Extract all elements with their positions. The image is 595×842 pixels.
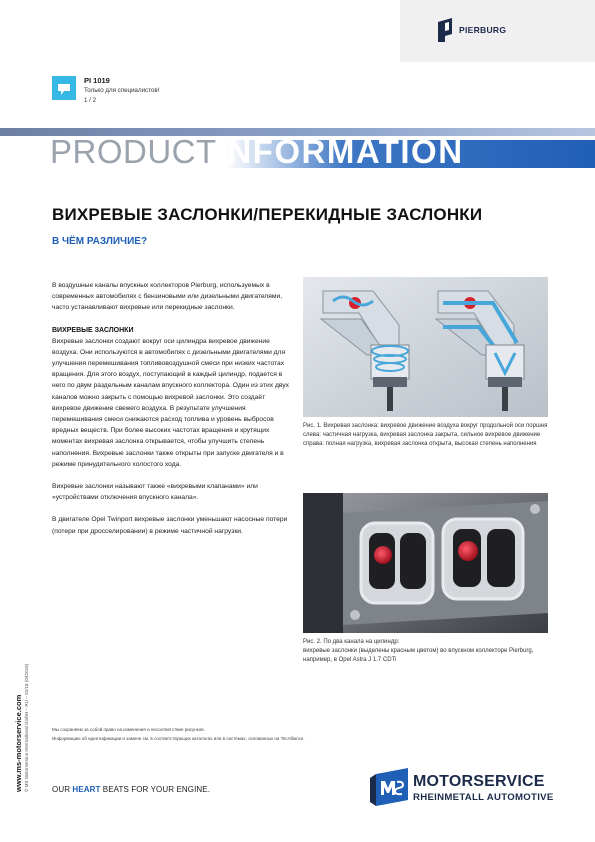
website-url: www.ms-motorservice.com	[14, 694, 23, 792]
motorservice-subtitle: RHEINMETALL AUTOMOTIVE	[413, 792, 554, 803]
figure-1-caption-line: слева: частичная нагрузка, вихревая заслонка закрыта, сильное вихревое движение	[303, 432, 541, 438]
body-column	[52, 280, 295, 548]
figure-2-caption-line: вихревые заслонки (выделены красным цветом) во впускном коллекторе Pierburg, например, в Opel Astra J 1.7 CDTi	[303, 648, 534, 663]
side-text	[14, 663, 29, 792]
brand-name: PIERBURG	[459, 25, 507, 35]
figure-2-caption	[303, 638, 553, 665]
figure-2-caption-line: Рис. 2. По два канала на цилиндр:	[303, 639, 400, 645]
banner-light-text: PRODUCT	[50, 133, 217, 170]
aliases-paragraph: Вихревые заслонки называют также «вихревыми клапанами» или «устройствами отключения впускного канала».	[52, 483, 258, 502]
slogan	[52, 785, 210, 794]
section-paragraph: Вихревые заслонки создают вокруг оси цилиндра вихревое движение воздуха. Они используются в автомобилях с дизельными двигателями для улучшения перемешивания топливовоздушной смеси при низких частотах вращения. Для этого воздух, поступающий в каждый цилиндр, подается в него по двум раздельным каналам впускного коллектора. Один из этих двух каналов можно закрыть с помощью вихревой заслонки. Это создаёт вихревое движение свежего воздуха. В результате улучшения перемешивания смеси снижаются расход топлива и уровень выбросов вредных веществ. При более высоких частотах вращения и крутящих моментах вихревая заслонка открывается, чтобы улучшить степень наполнения. Вихревые заслонки также открыты при запуске двигателя и в режиме принудительного холостого хода.	[52, 337, 289, 468]
product-info-icon	[52, 76, 76, 100]
slogan-end: BEATS FOR YOUR ENGINE.	[100, 785, 211, 794]
product-information-banner	[50, 132, 464, 172]
figure-intake-manifold-photo	[303, 493, 548, 633]
motorservice-name: MOTORSERVICE	[413, 773, 545, 790]
figure-swirl-flap-illustration	[303, 277, 548, 417]
motorservice-logo-icon	[370, 768, 408, 806]
page-subtitle: В ЧЁМ РАЗЛИЧИЕ?	[52, 236, 148, 247]
twinport-paragraph: В двигателе Opel Twinport вихревые заслонки уменьшают насосные потери (потери при дросселировании) в режиме частичной нагрузки.	[52, 516, 288, 535]
section-heading: ВИХРЕВЫЕ ЗАСЛОНКИ	[52, 326, 134, 334]
slogan-heart: HEART	[72, 785, 101, 794]
slogan-start: OUR	[52, 785, 73, 794]
page-title: ВИХРЕВЫЕ ЗАСЛОНКИ/ПЕРЕКИДНЫЕ ЗАСЛОНКИ	[52, 205, 483, 224]
intro-paragraph: В воздушные каналы впускных коллекторов Pierburg, используемых в современных автомобилях с бензиновыми или дизельными двигателями, часто устанавливают вихревые или перекидные заслонки.	[52, 282, 283, 312]
pierburg-logo-icon	[436, 18, 454, 42]
figure-1-caption-line: справа: полная нагрузка, вихревая заслонка открыта, высокая степень наполнения	[303, 441, 537, 447]
disclaimer-line: Информацию об идентификации и замене см. в соответствующих каталогах или в системах, основанных на TecAlliance.	[52, 736, 305, 741]
figure-1-caption-line: Рис. 1. Вихревая заслонка: вихревое движение воздуха вокруг продольной оси поршня	[303, 423, 548, 429]
page-number: 1 / 2	[84, 97, 97, 104]
banner-bold-text: INFORMATION	[216, 133, 464, 170]
audience-note: Только для специалистов!	[84, 87, 160, 94]
figure-1-caption	[303, 422, 553, 449]
document-code: PI 1019	[84, 76, 110, 85]
copyright-note: © MS Motorservice International GmbH – RU – 02/18 (042018)	[24, 663, 29, 792]
disclaimer-line: Мы сохраняем за собой право на изменения и несоответствие рисунков.	[52, 727, 205, 732]
